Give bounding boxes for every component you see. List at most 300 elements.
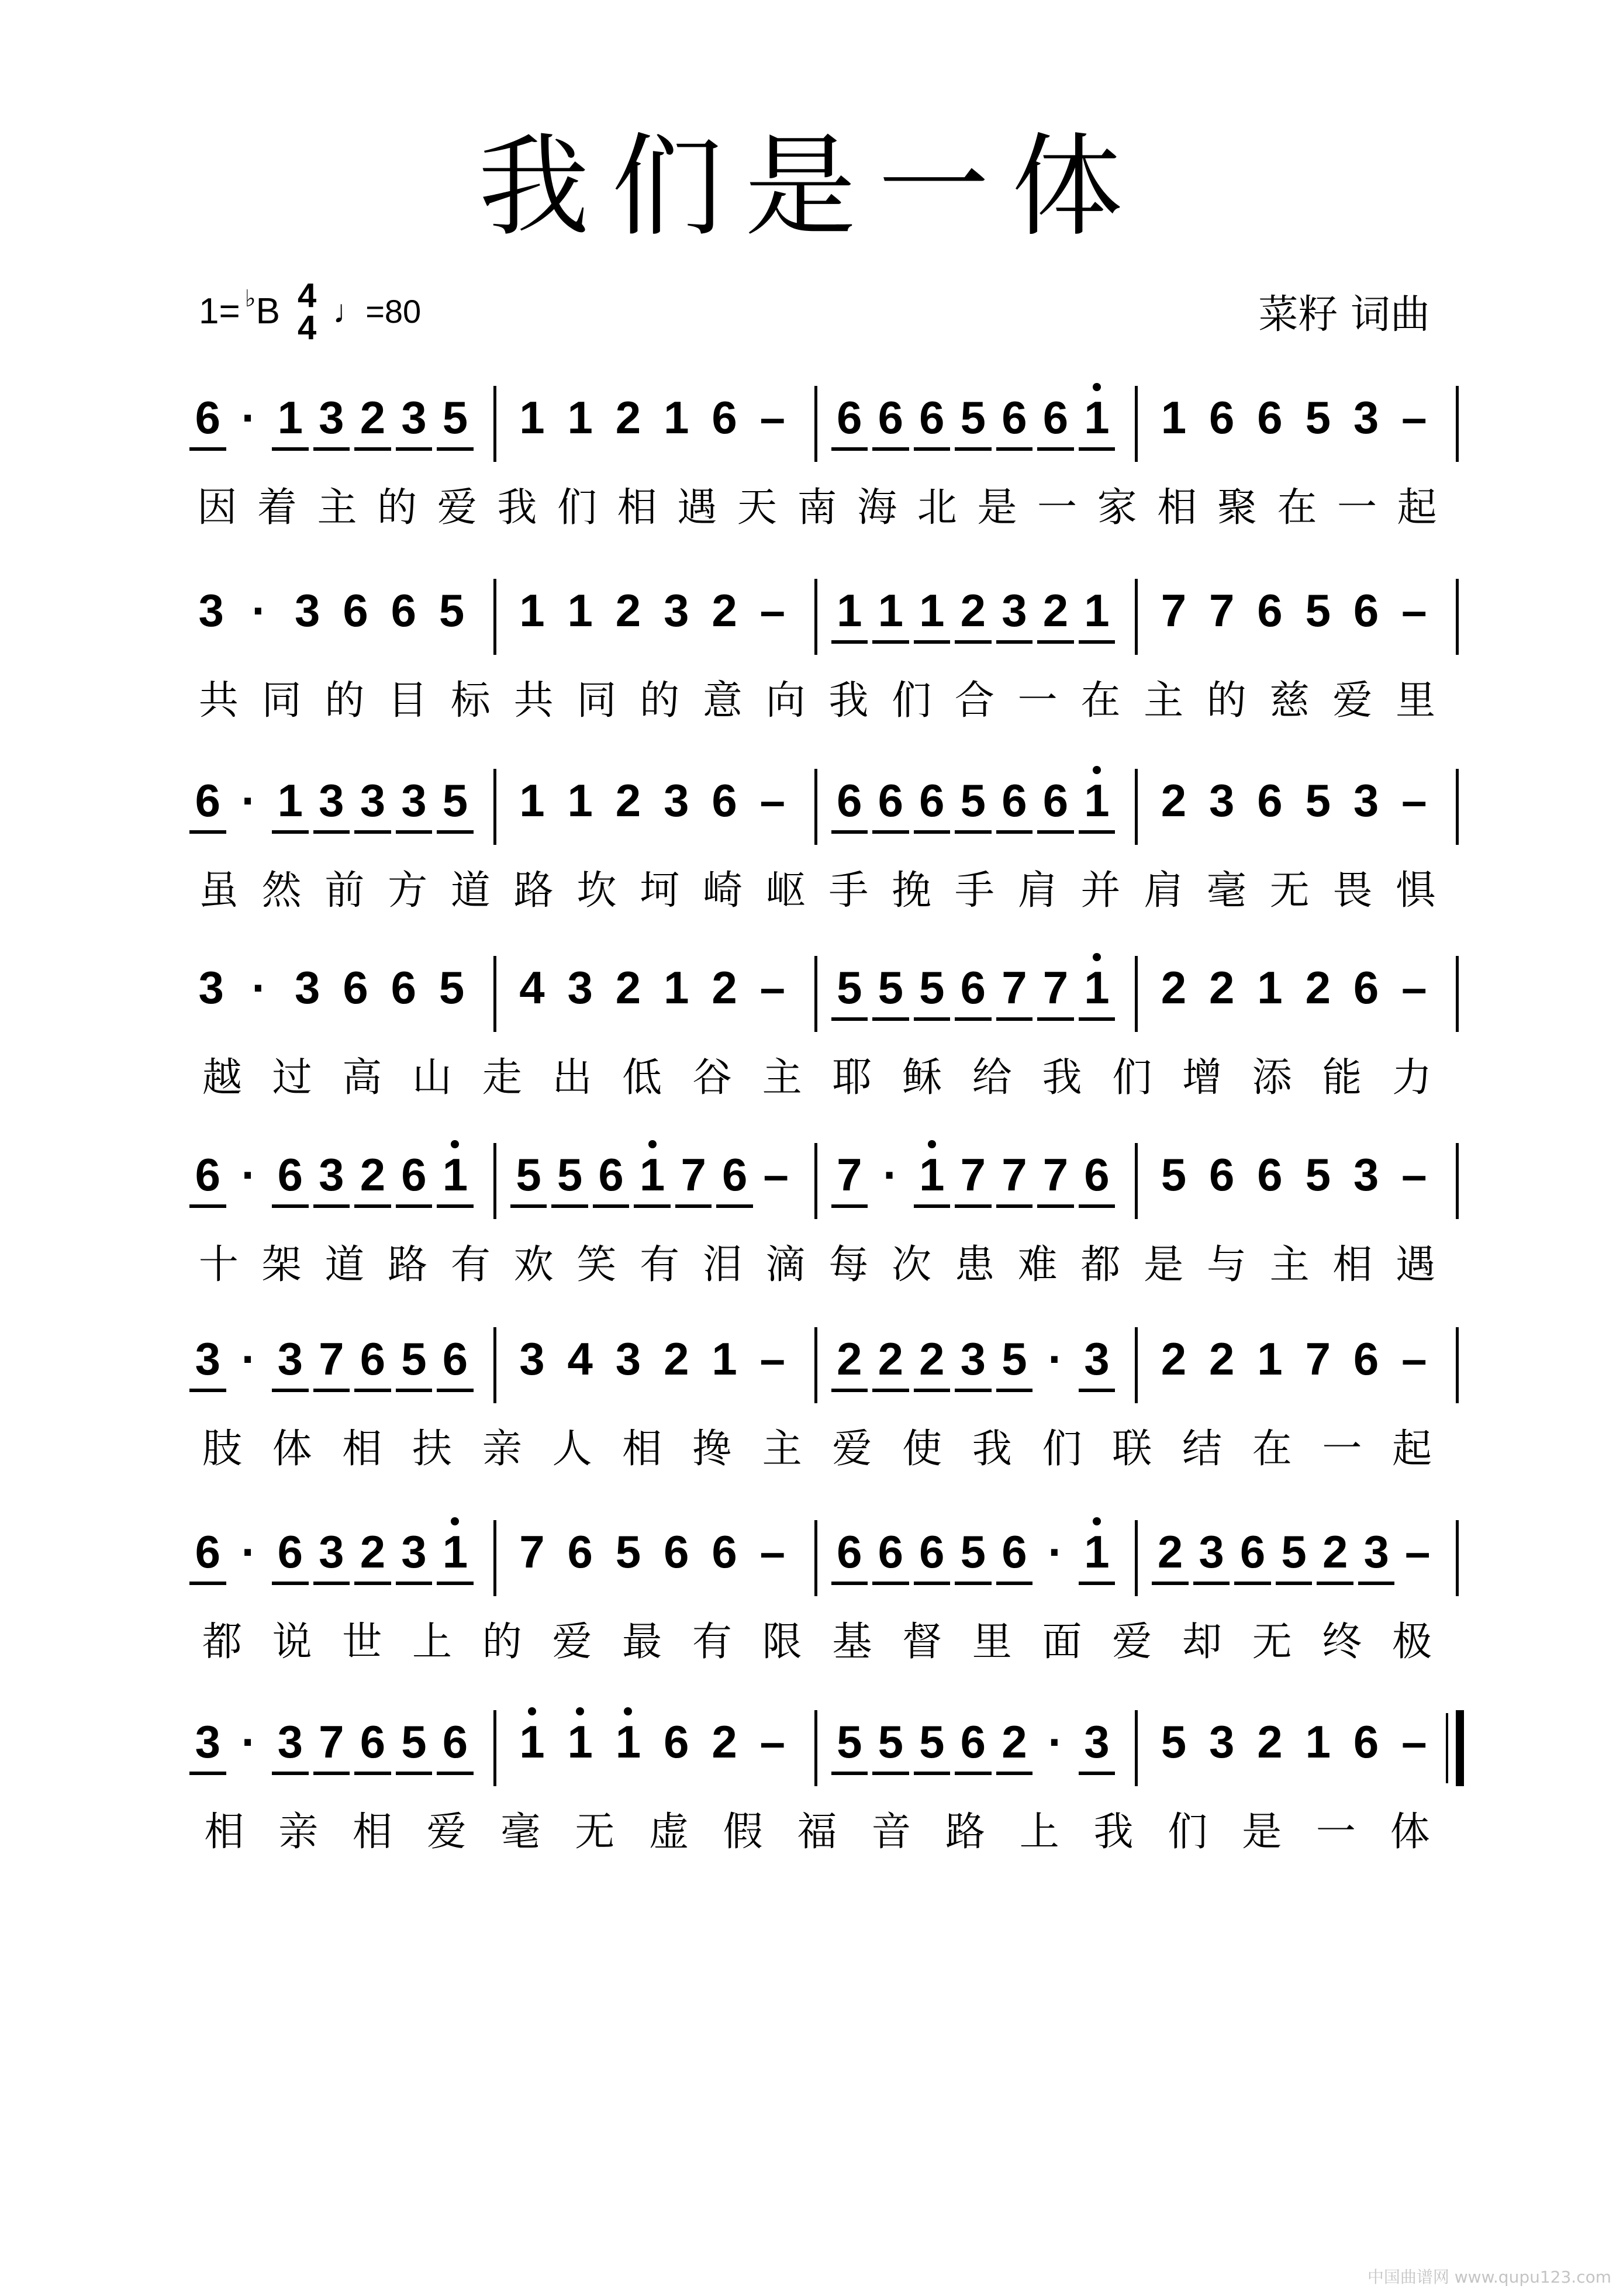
lyric-char: 过 [272,1055,312,1101]
lyric-char: 家 [1097,485,1137,531]
beam-line [955,640,992,644]
lyric-char: 却 [1182,1619,1222,1665]
note: 1 [1084,585,1110,636]
lyric-char: 耶 [832,1055,872,1101]
lyric-char: 极 [1392,1619,1432,1665]
beam-line [914,1204,951,1208]
composer-credit: 菜籽 词曲 [1258,292,1430,338]
lyric-char: 着 [257,485,297,531]
note: 5 [1002,1333,1027,1384]
note: 6 [1042,392,1069,443]
note: 2 [1157,1526,1183,1577]
lyric-char: 南 [797,485,837,531]
note: 6 [360,1333,386,1384]
beam-line [996,1582,1033,1585]
note: 6 [567,1526,593,1577]
note: 5 [1281,1526,1307,1577]
note: 2 [960,585,986,636]
note: 3 [1353,775,1379,826]
barline [1456,1143,1459,1219]
lyric-char: 的 [1206,678,1246,724]
lyric-char: 终 [1322,1619,1362,1665]
lyric-char: 笑 [576,1242,617,1288]
note: 7 [319,1716,344,1767]
lyric-char: 相 [204,1809,244,1855]
dash: – [1401,392,1427,443]
note: 6 [598,1149,624,1200]
note: 2 [360,1149,386,1200]
lyric-char: 面 [1042,1619,1082,1665]
lyric-char: 的 [324,678,365,724]
dash: – [1401,775,1427,826]
lyric-char: 最 [622,1619,662,1665]
beam-line [189,1582,226,1585]
note: 7 [1002,1149,1027,1200]
note: 5 [401,1333,427,1384]
lyric-char: 限 [762,1619,802,1665]
note: 6 [1208,1149,1235,1200]
note: 1 [1161,392,1187,443]
lyric-char: 出 [552,1055,592,1101]
note: 6 [712,392,737,443]
beam-line [716,1204,753,1208]
watermark: 中国曲谱网 www.qupu123.com [1367,2267,1611,2287]
lyric-char: 虽 [198,868,239,914]
note: 1 [664,962,689,1013]
note: 2 [1002,1716,1027,1767]
lyric-line [0,678,1623,734]
beam-line [1037,1017,1074,1021]
lyric-line [0,1426,1623,1482]
note: 6 [1257,1149,1283,1200]
barline [814,1143,817,1219]
lyric-char: 在 [1252,1426,1292,1472]
lyric-char: 路 [945,1809,986,1855]
beam-line [831,1017,868,1021]
lyric-char: 爱 [437,485,477,531]
lyric-char: 主 [317,485,357,531]
dash: – [1401,1716,1427,1767]
notation-line [0,1149,1623,1240]
note: 5 [919,1716,945,1767]
note: 6 [1042,775,1069,826]
beam-line [313,1389,350,1392]
dash: – [759,1526,786,1577]
note: 6 [391,585,416,636]
note: 1 [919,1149,945,1200]
high-octave-dot [928,1140,936,1148]
lyric-line [0,485,1623,541]
note: 2 [1305,962,1331,1013]
note: 1 [442,1149,468,1200]
beam-line [872,830,909,834]
note: 6 [1239,1526,1266,1577]
lyric-char: 相 [617,485,657,531]
lyric-char: 次 [892,1242,932,1288]
barline [493,1327,496,1403]
time-signature-bottom: 4 [297,309,317,347]
lyric-char: 爱 [426,1809,467,1855]
barline [1135,1710,1138,1786]
beam-line [354,830,391,834]
barline [814,1520,817,1596]
barline [1456,1327,1459,1403]
note: 1 [639,1149,665,1200]
note: 1 [277,775,303,826]
note: 6 [1353,1333,1379,1384]
beam-line [914,1389,951,1392]
note: 2 [1042,585,1069,636]
note: 6 [960,1716,986,1767]
barline [493,386,496,462]
lyric-char: 亲 [278,1809,319,1855]
beam-line [1079,1017,1116,1021]
lyric-char: 都 [202,1619,242,1665]
lyric-char: 聚 [1217,485,1257,531]
beam-line [189,1204,226,1208]
lyric-char: 相 [622,1426,662,1472]
note: 2 [1322,1526,1348,1577]
lyric-char: 滴 [765,1242,806,1288]
lyric-char: 肩 [1144,868,1184,914]
note: 1 [519,1716,545,1767]
beam-line [831,640,868,644]
beam-line [354,1772,391,1775]
note: 5 [960,1526,986,1577]
note: 3 [1353,392,1379,443]
lyric-char: 是 [1242,1809,1282,1855]
note: 6 [878,392,903,443]
note: 7 [681,1149,706,1200]
beam-line [1037,640,1074,644]
lyric-char: 们 [892,678,932,724]
note: 1 [519,392,545,443]
note: 1 [1257,962,1283,1013]
note: 6 [837,392,862,443]
augmentation-dot: · [241,1526,257,1577]
beam-line [396,1772,433,1775]
note: 5 [1305,585,1331,636]
lyric-char: 北 [917,485,957,531]
note: 2 [1208,962,1235,1013]
note: 6 [1257,392,1283,443]
lyric-char: 亲 [482,1426,522,1472]
barline [1456,1520,1459,1596]
lyric-char: 肩 [1017,868,1058,914]
lyric-char: 同 [576,678,617,724]
lyric-char: 是 [977,485,1017,531]
note: 6 [919,392,945,443]
tempo-mark: ♩=80 [333,293,422,330]
beam-line [510,1204,547,1208]
note: 6 [1353,962,1379,1013]
note: 6 [1002,775,1027,826]
note: 6 [960,962,986,1013]
lyric-char: 的 [482,1619,522,1665]
barline [1135,956,1138,1032]
beam-line [1079,447,1116,451]
note: 1 [277,392,303,443]
note: 1 [567,392,593,443]
lyric-char: 说 [272,1619,312,1665]
lyric-char: 我 [828,678,869,724]
lyric-char: 走 [482,1055,522,1101]
beam-line [996,830,1033,834]
note: 5 [837,1716,862,1767]
lyric-char: 崎 [702,868,743,914]
beam-line [1037,447,1074,451]
note: 3 [319,775,344,826]
note: 2 [1161,962,1187,1013]
beam-line [272,447,309,451]
beam-line [872,640,909,644]
note: 2 [1161,775,1187,826]
note: 3 [277,1716,303,1767]
beam-line [996,1204,1033,1208]
lyric-char: 力 [1392,1055,1432,1101]
beam-line [996,447,1033,451]
note: 3 [277,1333,303,1384]
beam-line [437,1204,474,1208]
note: 2 [360,1526,386,1577]
high-octave-dot [1093,766,1101,774]
beam-line [1079,830,1116,834]
note: 6 [1002,1526,1027,1577]
beam-line [914,447,951,451]
beam-line [1234,1582,1271,1585]
note: 2 [360,392,386,443]
lyric-char: 上 [1019,1809,1059,1855]
beam-line [872,1389,909,1392]
note: 2 [1208,1333,1235,1384]
beam-line [189,1389,226,1392]
lyric-char: 爱 [1112,1619,1152,1665]
barline [814,769,817,845]
note: 1 [712,1333,737,1384]
notation-line [0,585,1623,675]
note: 6 [919,775,945,826]
beam-line [955,1017,992,1021]
augmentation-dot: · [251,962,267,1013]
barline [1456,769,1459,845]
lyric-char: 共 [513,678,554,724]
note: 6 [1002,392,1027,443]
beam-line [437,1772,474,1775]
beam-line [354,1389,391,1392]
note: 6 [1353,585,1379,636]
barline [1135,1520,1138,1596]
note: 6 [878,775,903,826]
note: 6 [195,775,220,826]
note: 5 [442,775,468,826]
barline [1135,386,1138,462]
augmentation-dot: · [241,1716,257,1767]
beam-line [189,1772,226,1775]
note: 4 [519,962,545,1013]
barline [1135,1327,1138,1403]
note: 3 [295,962,320,1013]
note: 6 [360,1716,386,1767]
key-letter: B [255,291,280,332]
lyric-char: 们 [1168,1809,1208,1855]
lyric-char: 相 [342,1426,382,1472]
beam-line [593,1204,630,1208]
lyric-char: 有 [450,1242,491,1288]
dash: – [1401,585,1427,636]
barline [493,1143,496,1219]
lyric-char: 毫 [1206,868,1246,914]
beam-line [1079,1772,1116,1775]
augmentation-dot: · [1048,1526,1063,1577]
note: 3 [198,962,224,1013]
beam-line [354,1582,391,1585]
note: 3 [360,775,386,826]
beam-line [313,830,350,834]
beam-line [831,447,868,451]
beam-line [955,1204,992,1208]
beam-line [396,830,433,834]
note: 6 [712,775,737,826]
beam-line [354,447,391,451]
barline [1456,956,1459,1032]
note: 5 [837,962,862,1013]
lyric-char: 患 [954,1242,994,1288]
lyric-char: 世 [342,1619,382,1665]
lyric-char: 路 [513,868,554,914]
note: 7 [960,1149,986,1200]
lyric-char: 越 [202,1055,242,1101]
lyric-char: 坎 [576,868,617,914]
dash: – [759,585,786,636]
augmentation-dot: · [1048,1716,1063,1767]
lyric-char: 谷 [692,1055,732,1101]
lyric-char: 们 [557,485,598,531]
augmentation-dot: · [241,1149,257,1200]
lyric-char: 体 [1390,1809,1430,1855]
lyric-char: 上 [412,1619,453,1665]
beam-line [396,1204,433,1208]
barline [1135,769,1138,845]
note: 3 [195,1716,220,1767]
lyric-char: 们 [1042,1426,1082,1472]
lyric-char: 向 [765,678,806,724]
beam-line [1079,640,1116,644]
lyric-char: 能 [1322,1055,1362,1101]
note: 2 [712,1716,737,1767]
lyric-char: 体 [272,1426,312,1472]
note: 6 [442,1333,468,1384]
note: 5 [438,962,465,1013]
note: 7 [1042,1149,1069,1200]
beam-line [914,1582,951,1585]
high-octave-dot [576,1707,584,1715]
lyric-char: 遇 [1396,1242,1436,1288]
high-octave-dot [648,1140,657,1148]
note: 2 [615,775,641,826]
lyric-char: 架 [261,1242,302,1288]
lyric-char: 泪 [702,1242,743,1288]
notation-line [0,1716,1623,1807]
note: 3 [195,1333,220,1384]
dash: – [1401,962,1427,1013]
lyric-char: 爱 [552,1619,592,1665]
lyric-char: 无 [1269,868,1310,914]
dash: – [763,1149,789,1200]
note: 5 [442,392,468,443]
dash: – [759,1333,786,1384]
note: 3 [1353,1149,1379,1200]
note: 3 [295,585,320,636]
lyric-char: 无 [575,1809,615,1855]
dash: – [759,775,786,826]
beam-line [955,830,992,834]
beam-line [313,447,350,451]
dash: – [1401,1333,1427,1384]
lyric-char: 结 [1182,1426,1222,1472]
beam-line [914,640,951,644]
note: 2 [1161,1333,1187,1384]
beam-line [831,1389,868,1392]
lyric-char: 无 [1252,1619,1292,1665]
beam-line [272,1772,309,1775]
note: 6 [343,585,368,636]
note: 6 [1257,585,1283,636]
lyric-char: 有 [640,1242,680,1288]
note: 1 [1084,962,1110,1013]
high-octave-dot [451,1140,459,1148]
note: 7 [1208,585,1235,636]
dash: – [759,392,786,443]
note: 3 [319,392,344,443]
beam-line [1079,1204,1116,1208]
beam-line [437,1582,474,1585]
notation-line [0,775,1623,865]
notation-line [0,392,1623,482]
note: 1 [1084,1526,1110,1577]
note: 5 [960,775,986,826]
note: 1 [567,585,593,636]
lyric-char: 惧 [1396,868,1436,914]
lyric-line [0,1809,1623,1865]
lyric-char: 路 [388,1242,428,1288]
note: 3 [960,1333,986,1384]
lyric-char: 搀 [692,1426,732,1472]
beam-line [675,1204,712,1208]
note: 1 [1257,1333,1283,1384]
note: 1 [519,585,545,636]
note: 5 [1305,1149,1331,1200]
lyric-char: 主 [762,1426,802,1472]
barline [814,1710,817,1786]
lyric-char: 联 [1112,1426,1152,1472]
high-octave-dot [1093,953,1101,961]
lyric-char: 稣 [902,1055,942,1101]
lyric-char: 我 [497,485,537,531]
beam-line [996,1389,1033,1392]
lyric-char: 标 [450,678,491,724]
beam-line [313,1582,350,1585]
note: 2 [664,1333,689,1384]
beam-line [831,1582,868,1585]
note: 6 [919,1526,945,1577]
note: 5 [1161,1149,1187,1200]
lyric-char: 合 [954,678,994,724]
lyric-char: 在 [1277,485,1317,531]
lyric-char: 我 [972,1426,1012,1472]
note: 3 [1084,1716,1110,1767]
beam-line [272,1389,309,1392]
lyric-char: 坷 [640,868,680,914]
